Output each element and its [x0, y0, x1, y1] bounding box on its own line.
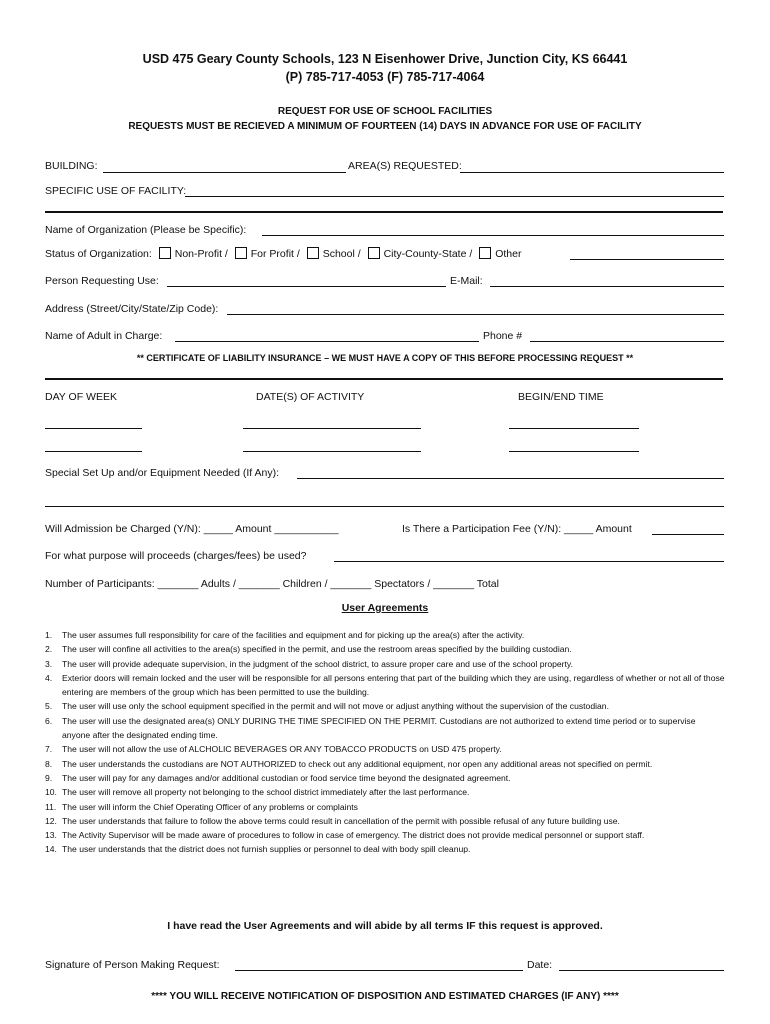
list-item: 2. The user will confine all activities to the area(s) specified in the permit, and use the restroom areas specified by the building custodian.: [45, 644, 572, 655]
forprofit-checkbox[interactable]: [235, 247, 247, 259]
address-label: Address (Street/City/State/Zip Code):: [45, 303, 219, 315]
acknowledgement: I have read the User Agreements and will abide by all terms IF this request is approved.: [167, 920, 603, 932]
org-name-field[interactable]: [262, 235, 724, 236]
list-item: 9. The user will pay for any damages and/or additional custodian or food service time beyond the designated agreement.: [45, 772, 511, 783]
participants-label: Number of Participants: _______ Adults / _______ Children / _______ Spectators / _______ Total: [45, 578, 499, 590]
setup-field[interactable]: [297, 478, 724, 479]
other-checkbox[interactable]: [479, 247, 491, 259]
areas-field[interactable]: [460, 172, 724, 173]
day-header: DAY OF WEEK: [45, 391, 117, 403]
day-field-1[interactable]: [45, 428, 142, 429]
list-item: 10. The user will remove all property not belonging to the school district immediately after the last performance.: [45, 787, 470, 798]
school-checkbox[interactable]: [307, 247, 319, 259]
org-name-label: Name of Organization (Please be Specific):: [45, 224, 247, 236]
building-field[interactable]: [103, 172, 346, 173]
nonprofit-checkbox[interactable]: [159, 247, 171, 259]
person-field[interactable]: [167, 286, 446, 287]
date-field[interactable]: [559, 970, 724, 971]
time-header: BEGIN/END TIME: [518, 391, 604, 403]
time-field-1[interactable]: [509, 428, 639, 429]
section-divider: [45, 211, 723, 213]
phone-label: Phone #: [483, 330, 523, 342]
list-item: 7. The user will not allow the use of ALCHOLIC BEVERAGES OR ANY TOBACCO PRODUCTS on USD 475 property.: [45, 744, 502, 755]
date-label: Date:: [527, 959, 553, 971]
district-phone-fax: (P) 785-717-4053 (F) 785-717-4064: [285, 70, 485, 84]
list-item: 1. The user assumes full responsibility for care of the facilities and equipment and for picking up the area(s) after the activity.: [45, 630, 525, 640]
org-status-row: [45, 247, 521, 260]
email-field[interactable]: [490, 286, 724, 287]
specific-use-field[interactable]: [185, 196, 724, 197]
building-label: BUILDING:: [45, 160, 98, 172]
specific-use-label: SPECIFIC USE OF FACILITY:: [45, 185, 187, 197]
other-field[interactable]: [570, 259, 724, 260]
org-status-label: Status of Organization:: [45, 248, 152, 260]
setup-label: Special Set Up and/or Equipment Needed (If Any):: [45, 467, 280, 479]
insurance-notice: ** CERTIFICATE OF LIABILITY INSURANCE – WE MUST HAVE A COPY OF THIS BEFORE PROCESSING REQUEST **: [136, 353, 634, 363]
list-item: 3. The user will provide adequate supervision, in the judgment of the school district, to assure proper care and use of the school property.: [45, 658, 573, 669]
list-item: 4. Exterior doors will remain locked and the user will be responsible for all persons entering that part of the building which they are using, regardless of whether or not all of those entering are members of the group which has been permitted to use the building.: [45, 672, 725, 698]
city-county-state-checkbox[interactable]: [368, 247, 380, 259]
dates-field-2[interactable]: [243, 451, 421, 452]
person-label: Person Requesting Use:: [45, 275, 159, 287]
list-item: 11. The user will inform the Chief Operating Officer of any problems or complaints: [45, 801, 358, 812]
fee-amount-field[interactable]: [652, 534, 724, 535]
school-label: School /: [322, 248, 361, 260]
list-item: 14. The user understands that the district does not furnish supplies or personnel to deal with body spill cleanup.: [45, 844, 471, 855]
district-address: USD 475 Geary County Schools, 123 N Eisenhower Drive, Junction City, KS 66441: [142, 52, 628, 66]
phone-field[interactable]: [530, 341, 724, 342]
list-item: 5. The user will use only the school equipment specified in the permit and will not move or adjust anything without the supervision of the custodian.: [45, 701, 609, 712]
areas-label: AREA(S) REQUESTED:: [348, 160, 462, 172]
advance-notice: REQUESTS MUST BE RECIEVED A MINIMUM OF FOURTEEN (14) DAYS IN ADVANCE FOR USE OF FACILITY: [128, 121, 642, 132]
nonprofit-label: Non-Profit /: [174, 248, 228, 260]
list-item: 8. The user understands the custodians are NOT AUTHORIZED to check out any additional equipment, nor open any additional areas not specified on permit.: [45, 758, 653, 769]
purpose-label: For what purpose will proceeds (charges/fees) be used?: [45, 550, 307, 562]
agreements-heading: User Agreements: [341, 602, 429, 614]
list-item: 12. The user understands that failure to follow the above terms could result in cancellation of the permit with possible refusal of any future building use.: [45, 815, 620, 826]
fee-label: Is There a Participation Fee (Y/N): _____ Amount: [402, 523, 632, 535]
time-field-2[interactable]: [509, 451, 639, 452]
adult-label: Name of Adult in Charge:: [45, 330, 163, 342]
day-field-2[interactable]: [45, 451, 142, 452]
city-county-state-label: City-County-State /: [383, 248, 473, 260]
signature-label: Signature of Person Making Request:: [45, 959, 220, 971]
signature-field[interactable]: [235, 970, 523, 971]
purpose-field[interactable]: [334, 561, 724, 562]
form-title: REQUEST FOR USE OF SCHOOL FACILITIES: [277, 106, 493, 117]
address-field[interactable]: [227, 314, 724, 315]
notification-notice: **** YOU WILL RECEIVE NOTIFICATION OF DISPOSITION AND ESTIMATED CHARGES (IF ANY) ****: [151, 991, 619, 1002]
dates-field-1[interactable]: [243, 428, 421, 429]
agreements-list: [45, 628, 725, 857]
list-item: 6. The user will use the designated area(s) ONLY DURING THE TIME SPECIFIED ON THE PERMIT. Custodians are not authorized to extend time period or to supervise anyone after the designated ending time.: [45, 715, 696, 741]
dates-header: DATE(S) OF ACTIVITY: [256, 391, 365, 403]
admission-label: Will Admission be Charged (Y/N): _____ Amount ___________: [45, 523, 339, 535]
adult-field[interactable]: [175, 341, 479, 342]
list-item: 13. The Activity Supervisor will be made aware of procedures to follow in case of emergency. The district does not provide medical personnel or support staff.: [45, 830, 645, 841]
other-label: Other: [495, 248, 522, 260]
email-label: E-Mail:: [450, 275, 483, 287]
setup-field-2[interactable]: [45, 506, 724, 507]
section-divider: [45, 378, 723, 380]
forprofit-label: For Profit /: [250, 248, 300, 260]
